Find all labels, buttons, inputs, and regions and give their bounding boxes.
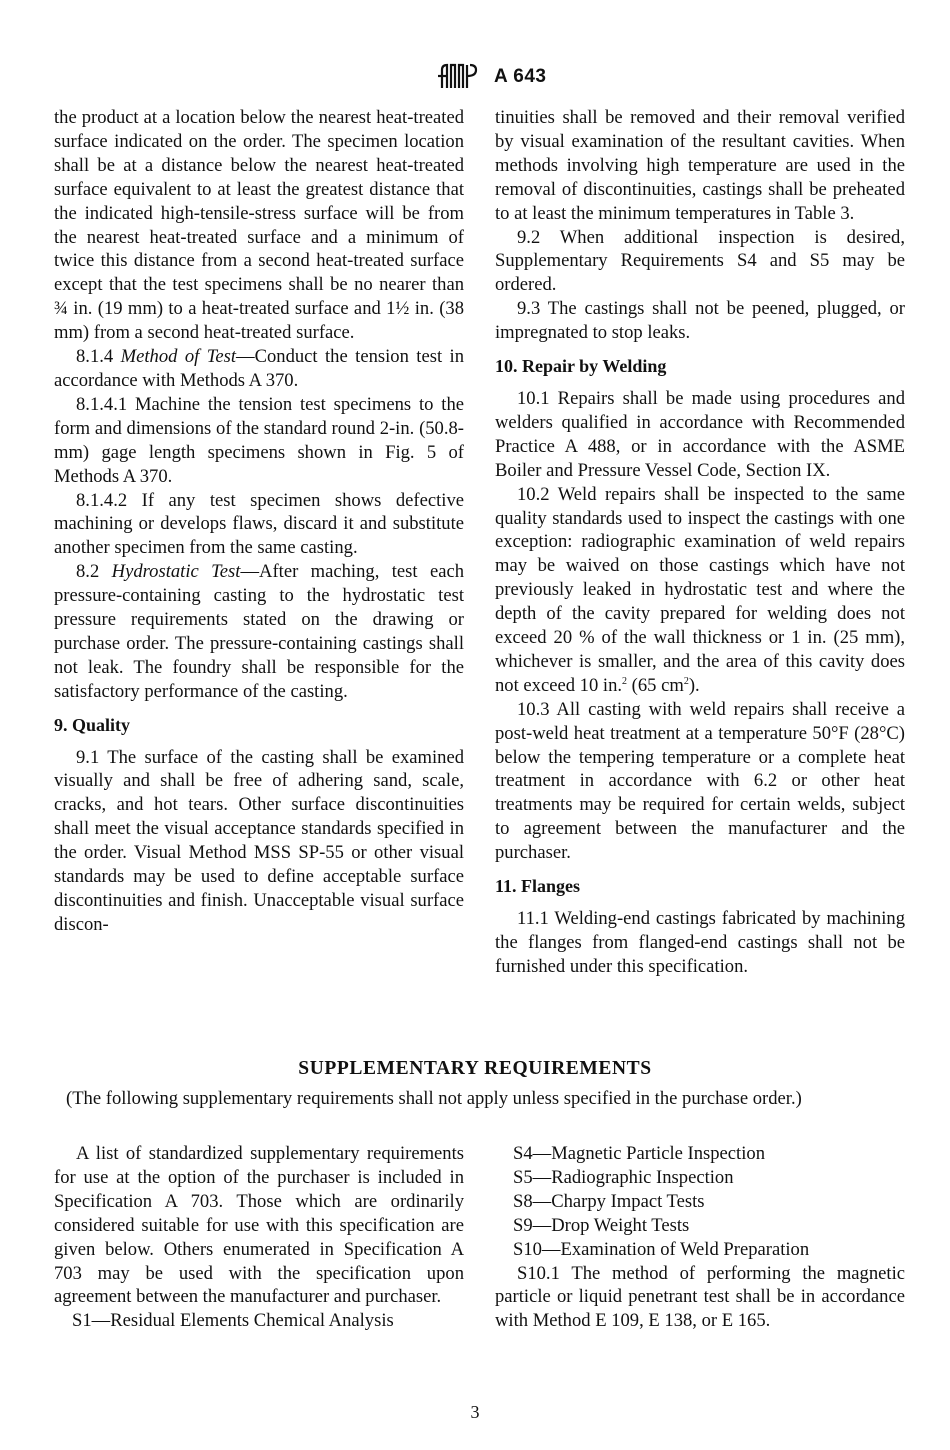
section-number: 8.2 (76, 561, 100, 583)
paragraph-text: (65 cm (627, 674, 684, 696)
section-text: —Conduct the tension test in accordance with Methods A 370. (54, 346, 464, 391)
heading-flanges: 11. Flanges (495, 876, 581, 897)
section-run-in-title: Method of Test (120, 346, 236, 368)
superscript: 2 (683, 675, 689, 687)
requirement-item: S5—Radiographic Inspection (513, 1166, 734, 1188)
heading-quality: 9. Quality (54, 714, 131, 735)
requirement-item: S10—Examination of Weld Preparation (513, 1238, 810, 1260)
paragraph-8-1-4 (54, 345, 464, 393)
supplementary-left-column (54, 1142, 464, 1333)
paragraph-8-1-4-2: 8.1.4.2 If any test specimen shows defective machining or develops flaws, discard it and substitute another specimen from the same casting. (54, 489, 464, 559)
paragraph-continued: the product at a location below the nearest heat-treated surface indicated on the order. The specimen location shall be at a distance below the nearest heat-treated surface equivalent to at least the greatest distance that the indicated high-tensile-stress surface will be from the nearest heat-treated surface and a minimum of twice this distance from a second heat-treated surface except that the test specimens shall be no nearer than ¾ in. (19 mm) to a heat-treated surface and 1½ in. (38 mm) from a second heat-treated surface. (54, 107, 464, 344)
paragraph-8-1-4-1: 8.1.4.1 Machine the tension test specimens to the form and dimensions of the standard round 2-in. (50.8-mm) gage length specimens shown in Fig. 5 of Methods A 370. (54, 393, 464, 487)
section-number: 8.1.4 (76, 346, 114, 368)
superscript: 2 (622, 675, 628, 687)
section-run-in-title: Hydrostatic Test (111, 561, 241, 583)
paragraph-9-2: 9.2 When additional inspection is desired, Supplementary Requirements S4 and S5 may be ordered. (495, 226, 905, 296)
page-header (0, 62, 950, 94)
note-text: (The following supplementary requirements shall not apply unless specified in the purchase order.) (66, 1088, 802, 1109)
astm-logo-icon (436, 62, 486, 92)
requirement-item: S1—Residual Elements Chemical Analysis (72, 1310, 394, 1332)
paragraph-10-2 (495, 483, 905, 698)
paragraph-text: 10.2 Weld repairs shall be inspected to the same quality standards used to inspect the castings with one exception: radiographic examination of weld repairs may be waived on those castings which have not previously leaked in hydrostatic test and where the depth of the cavity prepared for welding does not exceed 20 % of the wall thickness or 1 in. (25 mm), whichever is smaller, and the area of this cavity does not exceed 10 in. (495, 483, 905, 696)
standard-designation: A 643 (494, 66, 547, 87)
right-column (495, 106, 905, 979)
paragraph-text: ). (688, 674, 700, 696)
requirement-item: S4—Magnetic Particle Inspection (513, 1143, 765, 1164)
paragraph-9-3: 9.3 The castings shall not be peened, plugged, or impregnated to stop leaks. (495, 298, 905, 344)
paragraph-10-3: 10.3 All casting with weld repairs shall receive a post-weld heat treatment at a temperature 50°F (28°C) below the tempering temperature or a complete heat treatment in accordance with 6.2 or other heat treatments may be required for certain welds, subject to agreement between the manufacturer and the purchaser. (495, 698, 905, 864)
section-text: —After maching, test each pressure-containing casting to the hydrostatic test pressure requirements stated on the drawing or purchase order. The pressure-containing castings shall not leak. The foundry shall be responsible for the satisfactory performance of the casting. (54, 561, 465, 702)
paragraph-8-2 (54, 560, 464, 703)
left-column (54, 106, 464, 937)
requirement-item: S8—Charpy Impact Tests (513, 1190, 705, 1212)
supplementary-title: SUPPLEMENTARY REQUIREMENTS (298, 1058, 652, 1079)
supplementary-note (48, 1087, 904, 1111)
supplementary-right-column (495, 1142, 905, 1333)
paragraph-9-1: 9.1 The surface of the casting shall be examined visually and shall be free of adhering sand, scale, cracks, and hot tears. Other surface discontinuities shall meet the visual acceptance standards specified in the order. Visual Method MSS SP-55 or other visual standards may be used to define acceptable surface discontinuities and finish. Unacceptable visual surface discon- (54, 746, 464, 935)
supplementary-intro: A list of standardized supplementary requirements for use at the option of the purchaser is included in Specification A 703. Those which are ordinarily considered suitable for use with this specification are given below. Others enumerated in Specification A 703 may be used with the specification upon agreement between the manufacturer and purchaser. (54, 1143, 464, 1308)
paragraph-s10-1: S10.1 The method of performing the magnetic particle or liquid penetrant test shall be in accordance with Method E 109, E 138, or E 165. (495, 1262, 905, 1332)
paragraph-continued: tinuities shall be removed and their removal verified by visual examination of the resultant cavities. When methods involving high temperature are used in the removal of discontinuities, castings shall be preheated to at least the minimum temperatures in Table 3. (495, 107, 905, 224)
heading-repair-by-welding: 10. Repair by Welding (495, 356, 667, 377)
paragraph-10-1: 10.1 Repairs shall be made using procedures and welders qualified in accordance with Recommended Practice A 488, or in accordance with the ASME Boiler and Pressure Vessel Code, Section IX. (495, 387, 905, 481)
paragraph-11-1: 11.1 Welding-end castings fabricated by machining the flanges from flanged-end castings shall not be furnished under this specification. (495, 908, 905, 977)
page-number: 3 (470, 1402, 480, 1422)
requirement-item: S9—Drop Weight Tests (513, 1214, 690, 1236)
